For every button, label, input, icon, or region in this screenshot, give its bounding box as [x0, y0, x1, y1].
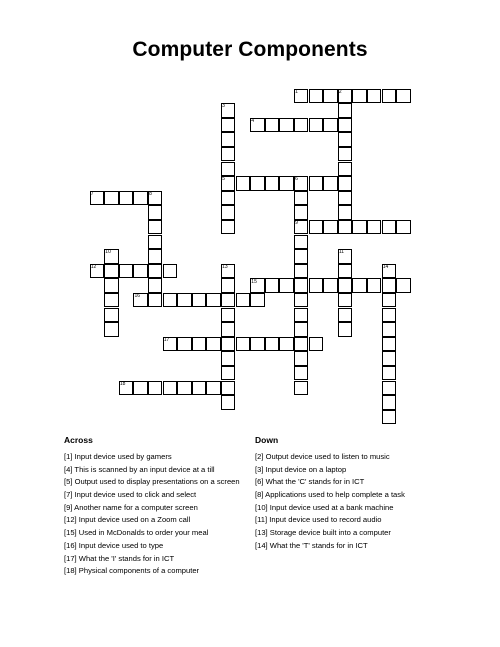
across-clue	[64, 465, 244, 474]
clue-number: [3]	[255, 464, 264, 474]
grid-cell[interactable]	[221, 278, 236, 293]
grid-cell[interactable]	[309, 220, 324, 235]
grid-cell[interactable]	[104, 308, 119, 323]
grid-cell[interactable]	[148, 235, 163, 250]
grid-cell[interactable]	[148, 293, 163, 308]
grid-cell[interactable]	[396, 220, 411, 235]
cell-number: 2	[338, 88, 342, 95]
grid-cell[interactable]	[236, 293, 251, 308]
clue-text: What the 'I' stands for in ICT	[76, 553, 175, 563]
grid-cell[interactable]	[294, 322, 309, 337]
down-clue	[255, 528, 435, 537]
cell-number: 7	[90, 190, 94, 197]
grid-cell[interactable]	[221, 132, 236, 147]
clue-number: [2]	[255, 452, 264, 461]
clue-number: [7]	[64, 490, 73, 500]
grid-cell[interactable]	[148, 264, 163, 279]
down-clue-list	[255, 452, 435, 554]
clue-text: Input device on a laptop	[263, 464, 347, 474]
across-clue	[64, 528, 244, 537]
grid-cell[interactable]	[309, 118, 324, 133]
grid-cell[interactable]	[294, 118, 309, 133]
grid-cell[interactable]	[133, 191, 148, 206]
grid-cell[interactable]	[396, 89, 411, 104]
grid-cell[interactable]	[338, 191, 353, 206]
grid-cell[interactable]	[338, 322, 353, 337]
clue-text: Input device used at a bank machine	[267, 502, 394, 512]
grid-cell[interactable]	[294, 366, 309, 381]
clue-number: [5]	[64, 477, 73, 487]
grid-cell[interactable]	[221, 191, 236, 206]
grid-cell[interactable]	[382, 351, 397, 366]
cell-number: 1	[295, 88, 298, 95]
down-clue	[255, 503, 435, 512]
grid-cell[interactable]	[192, 381, 207, 396]
grid-cell[interactable]	[148, 381, 163, 396]
grid-cell[interactable]	[338, 147, 353, 162]
grid-cell[interactable]	[294, 337, 309, 352]
grid-cell[interactable]	[221, 220, 236, 235]
clue-text: Storage device built into a computer	[267, 528, 391, 538]
grid-cell[interactable]	[221, 205, 236, 220]
cell-number: 11	[338, 249, 345, 256]
grid-cell[interactable]	[338, 264, 353, 279]
grid-cell[interactable]	[163, 381, 178, 396]
grid-cell[interactable]	[133, 264, 148, 279]
grid-cell[interactable]	[221, 118, 236, 133]
grid-cell[interactable]	[265, 278, 280, 293]
clue-text: Input device used to type	[76, 540, 164, 550]
grid-cell[interactable]	[236, 176, 251, 191]
clue-text: Input device used on a Zoom call	[76, 515, 191, 525]
down-clue	[255, 452, 435, 461]
grid-cell[interactable]	[279, 337, 294, 352]
grid-cell[interactable]	[367, 89, 382, 104]
clue-text: Input device used to click and select	[72, 490, 197, 500]
grid-cell[interactable]	[338, 118, 353, 133]
grid-cell[interactable]	[338, 278, 353, 293]
across-clue	[64, 515, 244, 524]
grid-cell[interactable]	[382, 381, 397, 396]
grid-cell[interactable]	[382, 89, 397, 104]
across-clue-list	[64, 452, 244, 579]
grid-cell[interactable]	[367, 220, 382, 235]
grid-cell[interactable]	[382, 410, 397, 425]
cell-number: 17	[163, 336, 170, 343]
grid-cell[interactable]	[265, 176, 280, 191]
clue-number: [15]	[64, 528, 77, 538]
clue-number: [10]	[255, 502, 268, 512]
grid-cell[interactable]	[250, 176, 265, 191]
cell-number: 14	[382, 263, 389, 270]
down-clue	[255, 541, 435, 550]
cell-number: 18	[119, 380, 126, 387]
grid-cell[interactable]	[163, 293, 178, 308]
grid-cell[interactable]	[294, 293, 309, 308]
clue-number: [11]	[255, 515, 268, 525]
grid-cell[interactable]	[221, 293, 236, 308]
grid-cell[interactable]	[221, 381, 236, 396]
page-title: Computer Components	[132, 38, 368, 61]
clue-number: [17]	[64, 553, 77, 563]
cell-number: 13	[222, 263, 228, 270]
grid-cell[interactable]	[294, 191, 309, 206]
clue-number: [4]	[64, 464, 73, 474]
grid-cell[interactable]	[338, 176, 353, 191]
grid-cell[interactable]	[382, 278, 397, 293]
grid-cell[interactable]	[163, 264, 178, 279]
cell-number: 8	[149, 190, 152, 197]
grid-cell[interactable]	[265, 337, 280, 352]
grid-cell[interactable]	[352, 220, 367, 235]
grid-cell[interactable]	[265, 118, 280, 133]
grid-cell[interactable]	[352, 89, 367, 104]
grid-cell[interactable]	[279, 278, 294, 293]
cell-number: 12	[90, 263, 97, 270]
clue-text: Input device used to record audio	[267, 515, 382, 525]
cell-number: 16	[134, 293, 141, 300]
grid-cell[interactable]	[148, 249, 163, 264]
grid-cell[interactable]	[279, 118, 294, 133]
grid-cell[interactable]	[323, 89, 338, 104]
clue-number: [8]	[255, 490, 264, 500]
grid-cell[interactable]	[338, 132, 353, 147]
grid-cell[interactable]	[250, 337, 265, 352]
cell-number: 3	[222, 103, 225, 110]
grid-cell[interactable]	[148, 205, 163, 220]
grid-cell[interactable]	[177, 337, 192, 352]
clue-text: Output used to display presentations on a screen	[72, 477, 240, 487]
grid-cell[interactable]	[382, 220, 397, 235]
cell-number: 15	[251, 278, 257, 285]
grid-cell[interactable]	[206, 337, 221, 352]
cell-number: 10	[105, 249, 111, 256]
grid-cell[interactable]	[382, 322, 397, 337]
clue-text: Used in McDonalds to order your meal	[76, 528, 209, 538]
grid-cell[interactable]	[177, 293, 192, 308]
down-clue	[255, 465, 435, 474]
grid-cell[interactable]	[206, 293, 221, 308]
clue-text: What the 'T' stands for in ICT	[267, 540, 368, 550]
grid-cell[interactable]	[294, 278, 309, 293]
across-clue	[64, 503, 244, 512]
cell-number: 4	[251, 117, 255, 124]
grid-cell[interactable]	[309, 337, 324, 352]
across-heading: Across	[64, 435, 93, 445]
across-clue	[64, 477, 244, 486]
grid-cell[interactable]	[294, 249, 309, 264]
grid-cell[interactable]	[148, 220, 163, 235]
clue-number: [12]	[64, 515, 77, 525]
grid-cell[interactable]	[104, 278, 119, 293]
clue-text: Input device used by gamers	[72, 452, 172, 461]
clue-text: Applications used to help complete a task	[263, 490, 405, 500]
grid-cell[interactable]	[133, 381, 148, 396]
grid-cell[interactable]	[382, 337, 397, 352]
grid-cell[interactable]	[309, 278, 324, 293]
grid-cell[interactable]	[323, 176, 338, 191]
down-heading: Down	[255, 435, 279, 445]
grid-cell[interactable]	[279, 176, 294, 191]
grid-cell[interactable]	[104, 191, 119, 206]
grid-cell[interactable]	[148, 278, 163, 293]
grid-cell[interactable]	[338, 162, 353, 177]
grid-cell[interactable]	[352, 278, 367, 293]
grid-cell[interactable]	[382, 293, 397, 308]
grid-cell[interactable]	[177, 381, 192, 396]
grid-cell[interactable]	[250, 293, 265, 308]
grid-cell[interactable]	[119, 264, 134, 279]
grid-cell[interactable]	[382, 366, 397, 381]
grid-cell[interactable]	[396, 278, 411, 293]
grid-cell[interactable]	[119, 191, 134, 206]
grid-cell[interactable]	[294, 351, 309, 366]
down-clue	[255, 515, 435, 524]
grid-cell[interactable]	[104, 322, 119, 337]
grid-cell[interactable]	[104, 264, 119, 279]
grid-cell[interactable]	[104, 293, 119, 308]
grid-cell[interactable]	[323, 278, 338, 293]
grid-cell[interactable]	[221, 147, 236, 162]
across-clue	[64, 541, 244, 550]
grid-cell[interactable]	[192, 293, 207, 308]
clue-number: [6]	[255, 477, 264, 487]
grid-cell[interactable]	[221, 366, 236, 381]
clue-text: This is scanned by an input device at a till	[72, 464, 215, 474]
across-clue	[64, 452, 244, 461]
grid-cell[interactable]	[221, 308, 236, 323]
clue-number: [14]	[255, 540, 268, 550]
grid-cell[interactable]	[338, 293, 353, 308]
grid-cell[interactable]	[309, 89, 324, 104]
grid-cell[interactable]	[323, 220, 338, 235]
clue-text: Physical components of a computer	[76, 566, 200, 576]
down-clue	[255, 477, 435, 486]
grid-cell[interactable]	[294, 308, 309, 323]
cell-number: 5	[222, 176, 225, 183]
grid-cell[interactable]	[382, 395, 397, 410]
clue-number: [1]	[64, 452, 73, 461]
grid-cell[interactable]	[192, 337, 207, 352]
clue-text: Another name for a computer screen	[72, 502, 198, 512]
down-clue	[255, 490, 435, 499]
grid-cell[interactable]	[294, 264, 309, 279]
cell-number: 9	[295, 220, 298, 227]
grid-cell[interactable]	[294, 205, 309, 220]
grid-cell[interactable]	[236, 337, 251, 352]
grid-cell[interactable]	[294, 381, 309, 396]
across-clue	[64, 566, 244, 575]
grid-cell[interactable]	[294, 235, 309, 250]
grid-cell[interactable]	[323, 118, 338, 133]
grid-cell[interactable]	[338, 220, 353, 235]
grid-cell[interactable]	[221, 395, 236, 410]
grid-cell[interactable]	[206, 381, 221, 396]
clue-number: [16]	[64, 540, 77, 550]
grid-cell[interactable]	[338, 103, 353, 118]
grid-cell[interactable]	[221, 322, 236, 337]
grid-cell[interactable]	[221, 351, 236, 366]
clue-number: [13]	[255, 528, 268, 538]
grid-cell[interactable]	[221, 337, 236, 352]
clue-text: Output device used to listen to music	[263, 452, 390, 461]
grid-cell[interactable]	[309, 176, 324, 191]
grid-cell[interactable]	[338, 308, 353, 323]
grid-cell[interactable]	[367, 278, 382, 293]
clue-number: [18]	[64, 566, 77, 576]
cell-number: 6	[295, 176, 298, 183]
across-clue	[64, 490, 244, 499]
across-clue	[64, 554, 244, 563]
grid-cell[interactable]	[338, 205, 353, 220]
grid-cell[interactable]	[382, 308, 397, 323]
clue-text: What the 'C' stands for in ICT	[263, 477, 365, 487]
grid-cell[interactable]	[221, 162, 236, 177]
clue-number: [9]	[64, 502, 73, 512]
